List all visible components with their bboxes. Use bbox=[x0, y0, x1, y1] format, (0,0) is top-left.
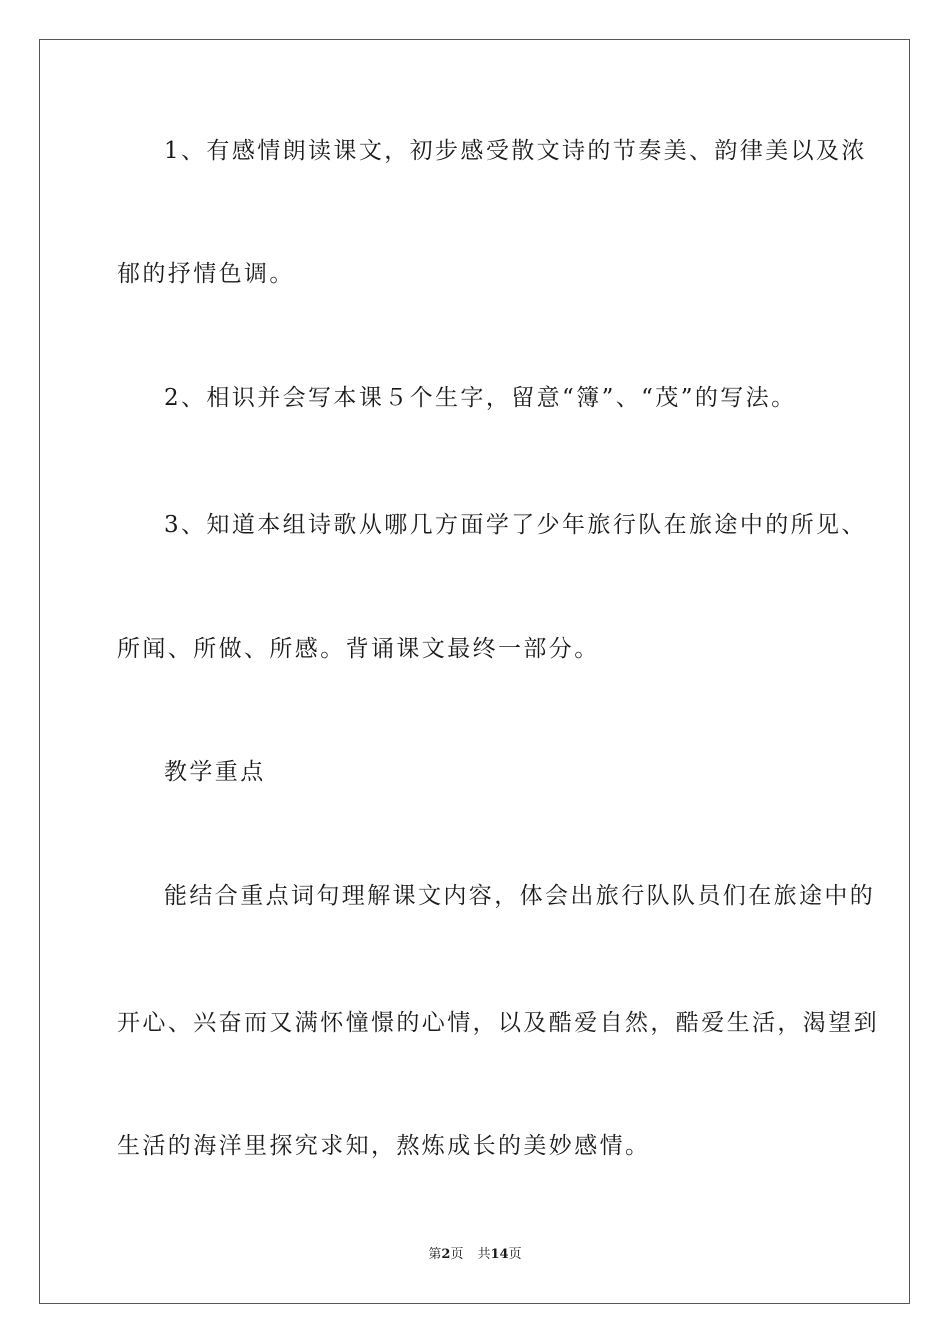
objective-3-line-1: 3、知道本组诗歌从哪几方面学了少年旅行队在旅途中的所见、 bbox=[164, 512, 867, 538]
focus-line-3: 生活的海洋里探究求知，熬炼成长的美妙感情。 bbox=[117, 1133, 651, 1159]
section-heading: 教学重点 bbox=[164, 759, 266, 785]
total-suffix: 页 bbox=[508, 1247, 522, 1262]
total-pages: 14 bbox=[490, 1247, 509, 1262]
page-frame bbox=[39, 39, 910, 1304]
focus-line-2: 开心、兴奋而又满怀憧憬的心情，以及酷爱自然，酷爱生活，渴望到 bbox=[117, 1010, 879, 1036]
objective-2-line-1: 2、相识并会写本课５个生字，留意“簿”、“茂”的写法。 bbox=[164, 385, 797, 411]
focus-line-1: 能结合重点词句理解课文内容，体会出旅行队队员们在旅途中的 bbox=[164, 883, 876, 909]
page-number: 2 bbox=[441, 1247, 451, 1262]
objective-1-line-1: 1、有感情朗读课文，初步感受散文诗的节奏美、韵律美以及浓 bbox=[164, 138, 867, 164]
page-footer bbox=[0, 1246, 950, 1264]
total-prefix: 共 bbox=[477, 1247, 491, 1262]
objective-3-line-2: 所闻、所做、所感。背诵课文最终一部分。 bbox=[117, 636, 600, 662]
page-prefix: 第 bbox=[428, 1247, 442, 1262]
objective-1-line-2: 郁的抒情色调。 bbox=[117, 261, 295, 287]
page-suffix: 页 bbox=[450, 1247, 464, 1262]
